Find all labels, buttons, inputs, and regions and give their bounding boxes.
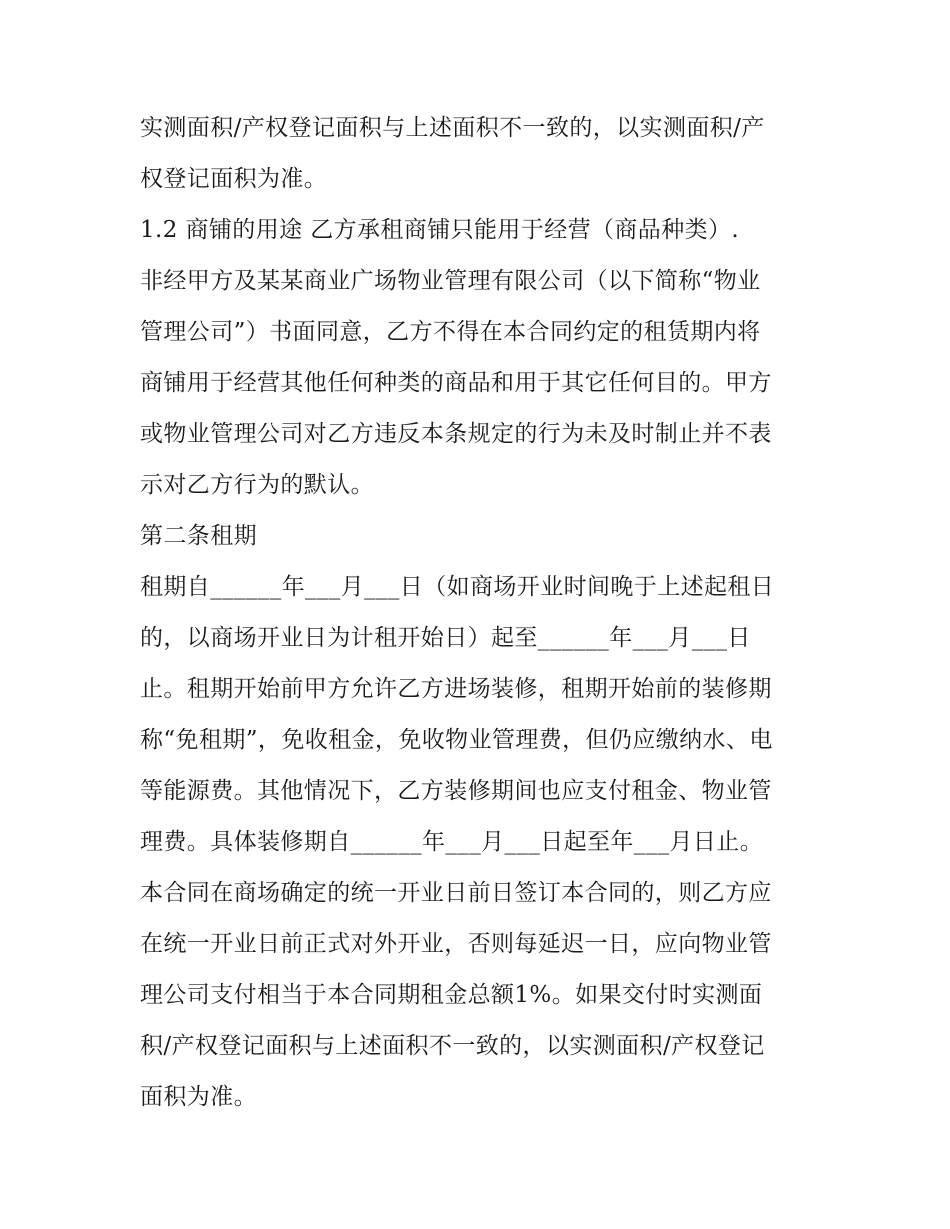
text-line: 的，以商场开业日为计租开始日）起至______年___月___日 [140,625,751,651]
text-line: 止。租期开始前甲方允许乙方进场装修，租期开始前的装修期 [140,676,772,702]
text-line: 1.2 商铺的用途 乙方承租商铺只能用于经营（商品种类）. [140,217,740,243]
text-line: 管理公司”）书面同意，乙方不得在本合同约定的租赁期内将 [140,319,761,345]
text-line: 理费。具体装修期自______年___月___日起至年___月日止。 [140,829,764,855]
text-line: 或物业管理公司对乙方违反本条规定的行为未及时制止并不表 [140,421,772,447]
text-line: 理公司支付相当于本合同期租金总额1%。如果交付时实测面 [140,982,763,1008]
text-line: 租期自______年___月___日（如商场开业时间晚于上述起租日 [140,574,775,600]
section-heading: 第二条租期 [140,523,257,549]
text-line: 在统一开业日前正式对外开业，否则每延迟一日，应向物业管 [140,931,772,957]
text-line: 权登记面积为准。 [140,166,328,192]
text-line: 等能源费。其他情况下，乙方装修期间也应支付租金、物业管 [140,778,772,804]
text-line: 示对乙方行为的默认。 [140,472,374,498]
text-line: 本合同在商场确定的统一开业日前日签订本合同的，则乙方应 [140,880,772,906]
text-line: 非经甲方及某某商业广场物业管理有限公司（以下简称“物业 [140,268,761,294]
text-line: 称“免租期”，免收租金，免收物业管理费，但仍应缴纳水、电 [140,727,773,753]
text-line: 实测面积/产权登记面积与上述面积不一致的，以实测面积/产 [140,115,765,141]
text-line: 积/产权登记面积与上述面积不一致的，以实测面积/产权登记 [140,1033,765,1059]
text-line: 面积为准。 [140,1084,257,1110]
contract-text-body [140,103,830,1123]
text-line: 商铺用于经营其他任何种类的商品和用于其它任何目的。甲方 [140,370,772,396]
